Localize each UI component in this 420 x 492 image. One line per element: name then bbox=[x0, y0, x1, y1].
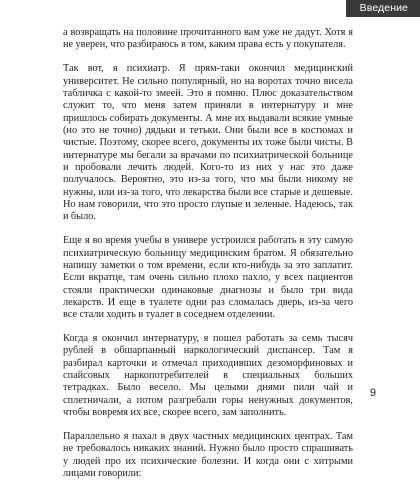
page-body bbox=[63, 27, 353, 492]
paragraph: Еще я во время учебы в универе устроился работать в эту самую психиатрическую больницу медицинским братом. Я обязательно напишу заметки о том времени, если кто-нибудь за это заплатит. Если вкратце, там очень сильно плохо пахло, у всех пациентов стояли практически одинаковые диагнозы и было три вида лекарств. И еще в туалете одни раз сломалась дверь, из-за чего все стали ходить в туалет в соседнем отделении. bbox=[63, 235, 353, 321]
page-number: 9 bbox=[369, 387, 376, 399]
paragraph: Параллельно я пахал в двух частных медицинских центрах. Там не требовалось никаких знаний. Нужно было просто спрашивать у людей про их психические болезни. И когда они с хитрыми лицами говорили: bbox=[63, 430, 353, 479]
paragraph: Так вот, я психиатр. Я прям-таки окончил медицинский университет. Не сильно популярный, но на воротах точно висела табличка с какой-то змеей. Это я помню. Плюс доказательством служит то, что меня затем приняли в интернатуру и мне пришлось собирать документы. А мне их выдавали всякие умные (но это не точно) дядьки и тетьки. Они были все в костюмах и чистые. Поэтому, скорее всего, документы их тоже были чисты. В интернатуре мы бегали за врачами по психиатрической больнице и пробовали лечить людей. Кого-то из них у нас это даже получалось. Вероятно, это из-за того, что мы были никому не нужны, или из-за того, что лекарства были все старые и дешевые. Но нам говорили, что это просто глупые и зеленые. Надеюсь, так и было. bbox=[63, 63, 353, 223]
section-title-tab bbox=[346, 0, 420, 17]
section-title: Введение bbox=[359, 2, 408, 14]
paragraph: Когда я окончил интернатуру, я пошел работать за семь тысяч рублей в обшарпанный наркологический диспансер. Там я разбирал карточки и отмечал приходивших дезоморфиновых и спайсовых наркопотребителей в специальных больших тетрадках. Было весело. Мы целыми днями пили чай и сплетничали, а потом разгребали горы ненужных документов, чтобы вовремя их все, скорее всего, зам заполнить. bbox=[63, 333, 353, 419]
paragraph: а возвращать на половине прочитанного вам уже не дадут. Хотя я не уверен, что разбираюсь в том, каким права есть у покупателя. bbox=[63, 27, 353, 51]
